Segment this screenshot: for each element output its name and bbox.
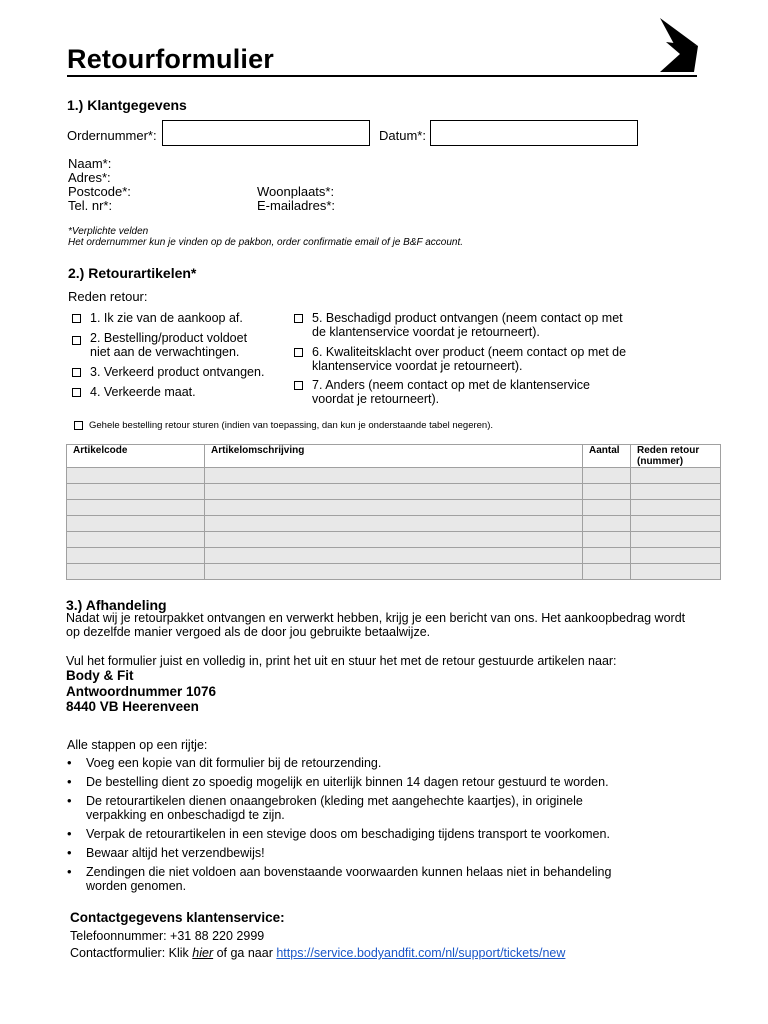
list-item bbox=[67, 827, 717, 841]
return-address-line2: Antwoordnummer 1076 bbox=[66, 684, 217, 699]
table-row bbox=[67, 500, 721, 516]
return-address-line3: 8440 VB Heerenveen bbox=[66, 699, 199, 714]
city-label: Woonplaats*: bbox=[257, 184, 335, 199]
title-divider bbox=[67, 75, 697, 77]
instructions-paragraph: Vul het formulier juist en volledig in, print het uit en stuur het met de retour gestuurde artikelen naar: bbox=[66, 654, 617, 668]
table-cell-input[interactable] bbox=[583, 548, 631, 564]
contact-heading: Contactgegevens klantenservice: bbox=[70, 910, 285, 925]
reason-checkbox[interactable] bbox=[294, 348, 303, 357]
col-quantity: Aantal bbox=[583, 445, 631, 468]
contact-form-line bbox=[70, 946, 565, 961]
reason-option-5[interactable] bbox=[294, 311, 623, 339]
table-row bbox=[67, 532, 721, 548]
table-cell-input[interactable] bbox=[205, 564, 583, 580]
step-text: • De retourartikelen dienen onaangebroken (kleding met aangehechte kaartjes), in originele bbox=[86, 794, 583, 808]
table-cell-input[interactable] bbox=[205, 500, 583, 516]
table-cell-input[interactable] bbox=[67, 468, 205, 484]
reason-checkbox[interactable] bbox=[72, 388, 81, 397]
table-cell-input[interactable] bbox=[631, 548, 721, 564]
reason-text: 2. Bestelling/product voldoet bbox=[90, 331, 248, 345]
contact-phone: Telefoonnummer: +31 88 220 2999 bbox=[70, 929, 265, 943]
name-label: Naam*: bbox=[68, 156, 112, 171]
col-return-reason bbox=[631, 445, 721, 468]
handling-paragraph-line2: op dezelfde manier vergoed als de door jou gebruikte betaalwijze. bbox=[66, 625, 431, 639]
steps-list bbox=[67, 756, 717, 898]
col-article-code: Artikelcode bbox=[67, 445, 205, 468]
table-cell-input[interactable] bbox=[631, 468, 721, 484]
whole-order-checkbox[interactable] bbox=[74, 421, 83, 430]
required-fields-note: *Verplichte velden bbox=[68, 226, 149, 237]
whole-order-text: Gehele bestelling retour sturen (indien van toepassing, dan kun je onderstaande tabel negeren). bbox=[89, 420, 494, 431]
brand-logo-icon bbox=[656, 18, 700, 72]
date-label: Datum*: bbox=[379, 128, 426, 143]
reason-text-continued: niet aan de verwachtingen. bbox=[90, 345, 240, 359]
return-address-company: Body & Fit bbox=[66, 668, 134, 683]
handling-paragraph-line1: Nadat wij je retourpakket ontvangen en verwerkt hebben, krijg je een bericht van ons. Het aankoopbedrag wordt bbox=[66, 611, 686, 625]
list-item bbox=[67, 756, 717, 770]
date-input[interactable] bbox=[430, 120, 638, 146]
table-row bbox=[67, 468, 721, 484]
reason-text-continued: klantenservice voordat je retourneert). bbox=[312, 359, 523, 373]
table-cell-input[interactable] bbox=[67, 548, 205, 564]
table-cell-input[interactable] bbox=[631, 500, 721, 516]
contact-url-link[interactable]: https://service.bodyandfit.com/nl/support/tickets/new bbox=[276, 946, 566, 960]
address-label: Adres*: bbox=[68, 170, 111, 185]
reason-text: 6. Kwaliteitsklacht over product (neem contact op met de bbox=[312, 345, 627, 359]
reason-text: 7. Anders (neem contact op met de klantenservice bbox=[312, 378, 590, 392]
reason-text: 5. Beschadigd product ontvangen (neem contact op met bbox=[312, 311, 623, 325]
email-label: E-mailadres*: bbox=[257, 198, 336, 213]
reason-checkbox[interactable] bbox=[72, 314, 81, 323]
reason-option-3[interactable] bbox=[72, 365, 264, 379]
step-text: Verpak de retourartikelen in een stevige doos om beschadiging tijdens transport te voorkomen. bbox=[86, 827, 610, 841]
return-reason-label: Reden retour: bbox=[68, 289, 148, 304]
step-text-continued: verpakking en onbeschadigd te zijn. bbox=[86, 808, 285, 822]
reason-option-1[interactable] bbox=[72, 311, 243, 325]
reason-option-6[interactable] bbox=[294, 345, 626, 373]
table-cell-input[interactable] bbox=[205, 516, 583, 532]
page-title: Retourformulier bbox=[67, 44, 275, 74]
table-row bbox=[67, 564, 721, 580]
reason-option-7[interactable] bbox=[294, 378, 590, 406]
table-cell-input[interactable] bbox=[583, 468, 631, 484]
reason-text-continued: voordat je retourneert). bbox=[312, 392, 440, 406]
table-cell-input[interactable] bbox=[583, 564, 631, 580]
table-cell-input[interactable] bbox=[583, 516, 631, 532]
order-number-label: Ordernummer*: bbox=[67, 128, 157, 143]
return-items-table bbox=[66, 444, 721, 580]
contact-form-prefix: Contactformulier: Klik bbox=[70, 946, 193, 960]
table-cell-input[interactable] bbox=[205, 484, 583, 500]
whole-order-option[interactable] bbox=[74, 420, 493, 431]
reason-text: 3. Verkeerd product ontvangen. bbox=[90, 365, 265, 379]
list-item bbox=[67, 846, 717, 860]
section-heading-customer: 1.) Klantgegevens bbox=[67, 97, 187, 113]
table-row bbox=[67, 548, 721, 564]
reason-checkbox[interactable] bbox=[72, 336, 81, 345]
reason-text-continued: de klantenservice voordat je retourneert). bbox=[312, 325, 540, 339]
table-header-row bbox=[67, 445, 721, 468]
table-cell-input[interactable] bbox=[631, 532, 721, 548]
table-cell-input[interactable] bbox=[583, 484, 631, 500]
reason-checkbox[interactable] bbox=[294, 381, 303, 390]
reason-checkbox[interactable] bbox=[294, 314, 303, 323]
table-cell-input[interactable] bbox=[205, 532, 583, 548]
table-cell-input[interactable] bbox=[67, 516, 205, 532]
contact-form-middle: of ga naar bbox=[213, 946, 277, 960]
reason-option-4[interactable] bbox=[72, 385, 196, 399]
step-text: • Zendingen die niet voldoen aan bovenstaande voorwaarden kunnen helaas niet in behandeling bbox=[86, 865, 612, 879]
table-cell-input[interactable] bbox=[205, 468, 583, 484]
table-cell-input[interactable] bbox=[583, 500, 631, 516]
table-cell-input[interactable] bbox=[631, 564, 721, 580]
order-number-input[interactable] bbox=[162, 120, 370, 146]
step-text-continued: worden genomen. bbox=[86, 879, 187, 893]
step-text: Bewaar altijd het verzendbewijs! bbox=[86, 846, 265, 860]
table-cell-input[interactable] bbox=[67, 500, 205, 516]
step-text: De bestelling dient zo spoedig mogelijk en uiterlijk binnen 14 dagen retour gestuurd te worden. bbox=[86, 775, 609, 789]
table-cell-input[interactable] bbox=[631, 484, 721, 500]
table-cell-input[interactable] bbox=[631, 516, 721, 532]
phone-label: Tel. nr*: bbox=[68, 198, 113, 213]
table-row bbox=[67, 516, 721, 532]
list-item bbox=[67, 865, 717, 893]
postcode-label: Postcode*: bbox=[68, 184, 131, 199]
col-return-reason-line2: (nummer) bbox=[637, 456, 684, 467]
section-heading-handling: 3.) Afhandeling bbox=[66, 597, 167, 613]
list-item bbox=[67, 794, 717, 822]
table-cell-input[interactable] bbox=[67, 532, 205, 548]
col-article-description: Artikelomschrijving bbox=[205, 445, 583, 468]
reason-text: 1. Ik zie van de aankoop af. bbox=[90, 311, 243, 325]
order-number-hint: Het ordernummer kun je vinden op de pakbon, order confirmatie email of je B&F account. bbox=[68, 237, 464, 248]
section-heading-return-items: 2.) Retourartikelen* bbox=[68, 265, 197, 281]
table-row bbox=[67, 484, 721, 500]
table-cell-input[interactable] bbox=[67, 564, 205, 580]
list-item bbox=[67, 775, 717, 789]
step-text: Voeg een kopie van dit formulier bij de retourzending. bbox=[86, 756, 382, 770]
table-cell-input[interactable] bbox=[583, 532, 631, 548]
steps-intro: Alle stappen op een rijtje: bbox=[67, 738, 208, 752]
reason-text: 4. Verkeerde maat. bbox=[90, 385, 196, 399]
reason-option-2[interactable] bbox=[72, 331, 247, 359]
table-cell-input[interactable] bbox=[67, 484, 205, 500]
col-return-reason-line1: Reden retour bbox=[637, 445, 700, 456]
contact-here-link[interactable]: hier bbox=[192, 946, 214, 960]
table-cell-input[interactable] bbox=[205, 548, 583, 564]
reason-checkbox[interactable] bbox=[72, 368, 81, 377]
